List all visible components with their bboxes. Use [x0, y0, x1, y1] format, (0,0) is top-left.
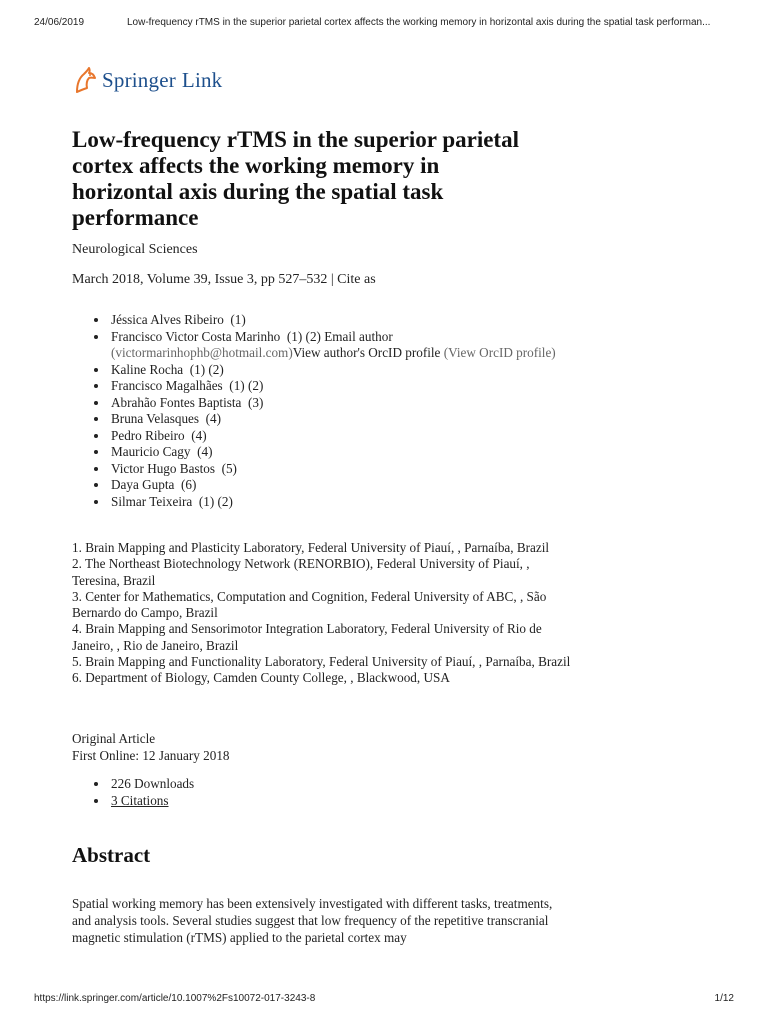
author-item — [94, 444, 564, 461]
author-item — [94, 312, 564, 329]
citations-link[interactable]: 3 Citations — [111, 792, 169, 808]
affiliation-item: 2. The Northeast Biotechnology Network (RENORBIO), Federal University of Piauí, , Teresina, Brazil — [72, 556, 530, 588]
author-item — [94, 395, 564, 412]
citation-line — [72, 272, 376, 288]
author-affil: (4) — [205, 411, 222, 426]
author-name[interactable]: Daya Gupta — [111, 477, 175, 492]
email-author-label[interactable]: Email author — [320, 328, 393, 344]
article-title: Low-frequency rTMS in the superior parietal cortex affects the working memory in horizontal axis during the spatial task performance — [72, 127, 519, 230]
author-email[interactable]: (victormarinhophb@hotmail.com) — [111, 345, 293, 360]
cite-as-link[interactable]: Cite as — [337, 272, 376, 287]
citations-metric — [94, 793, 194, 810]
author-item — [94, 461, 564, 478]
abstract-text: Spatial working memory has been extensively investigated with different tasks, treatments, and analysis tools. Several studies suggest that low frequency of the repetitive transcranial magnetic stimulation (rTMS) applied to the parietal cortex may — [72, 896, 553, 945]
author-list — [94, 312, 564, 510]
author-affil: (3) — [247, 394, 264, 410]
abstract-heading: Abstract — [72, 843, 151, 867]
affiliation-item: 6. Department of Biology, Camden County College, , Blackwood, USA — [72, 670, 450, 686]
author-name[interactable]: Pedro Ribeiro — [111, 427, 185, 443]
print-page-title: Low-frequency rTMS in the superior parietal cortex affects the working memory in horizontal axis during the spatial task performan... — [127, 17, 711, 28]
author-item — [94, 411, 564, 428]
author-affil: (1) (2) — [286, 328, 321, 344]
affiliation-list — [72, 540, 572, 687]
author-affil: (1) — [230, 312, 246, 327]
print-page-number: 1/12 — [714, 993, 734, 1004]
author-affil: (1) (2) — [229, 378, 264, 393]
citation-text: March 2018, Volume 39, Issue 3, pp 527–532 | — [72, 272, 338, 287]
author-name[interactable]: Francisco Victor Costa Marinho — [111, 328, 281, 344]
author-affil: (6) — [180, 477, 197, 492]
affiliation-item: 5. Brain Mapping and Functionality Laboratory, Federal University of Piauí, , Parnaíba, Brazil — [72, 654, 571, 670]
author-name[interactable]: Kaline Rocha — [111, 361, 184, 377]
author-name[interactable]: Abrahão Fontes Baptista — [111, 394, 242, 410]
author-name[interactable]: Bruna Velasques — [111, 411, 200, 426]
author-item — [94, 477, 564, 494]
author-affil: (1) (2) — [189, 361, 224, 377]
article-type: Original Article — [72, 731, 156, 746]
author-name[interactable]: Jéssica Alves Ribeiro — [111, 312, 224, 327]
downloads-metric: 226 Downloads — [94, 776, 194, 793]
author-item — [94, 378, 564, 395]
author-item — [94, 362, 564, 379]
author-affil: (5) — [221, 460, 237, 476]
logo-suffix: Link — [181, 67, 223, 92]
author-name[interactable]: Mauricio Cagy — [111, 444, 191, 459]
orcid-label[interactable]: View author's OrcID profile — [292, 345, 441, 360]
journal-name[interactable]: Neurological Sciences — [72, 242, 198, 257]
author-item — [94, 428, 564, 445]
affiliation-item: 3. Center for Mathematics, Computation and Cognition, Federal University of ABC, , São Bernardo do Campo, Brazil — [72, 588, 547, 621]
author-item — [94, 329, 564, 362]
orcid-link[interactable]: (View OrcID profile) — [440, 345, 556, 360]
author-name[interactable]: Victor Hugo Bastos — [111, 460, 215, 476]
author-affil: (4) — [197, 444, 213, 459]
article-metrics — [94, 776, 194, 809]
author-affil: (4) — [191, 427, 207, 443]
print-date: 24/06/2019 — [34, 17, 85, 28]
logo-brand: Springer — [102, 67, 176, 92]
author-name[interactable]: Francisco Magalhães — [111, 378, 223, 393]
affiliation-item: 4. Brain Mapping and Sensorimotor Integration Laboratory, Federal University of Rio de Janeiro, , Rio de Janeiro, Brazil — [72, 621, 542, 653]
springer-horse-icon — [72, 66, 98, 94]
author-item — [94, 494, 564, 511]
author-affil: (1) (2) — [198, 493, 233, 509]
affiliation-item: 1. Brain Mapping and Plasticity Laboratory, Federal University of Piauí, , Parnaíba, Brazil — [72, 540, 550, 555]
springer-link-logo[interactable] — [72, 66, 222, 94]
first-online-date: First Online: 12 January 2018 — [72, 747, 230, 763]
print-url: https://link.springer.com/article/10.1007%2Fs10072-017-3243-8 — [34, 993, 316, 1004]
author-name[interactable]: Silmar Teixeira — [111, 493, 193, 509]
article-info — [72, 731, 230, 764]
